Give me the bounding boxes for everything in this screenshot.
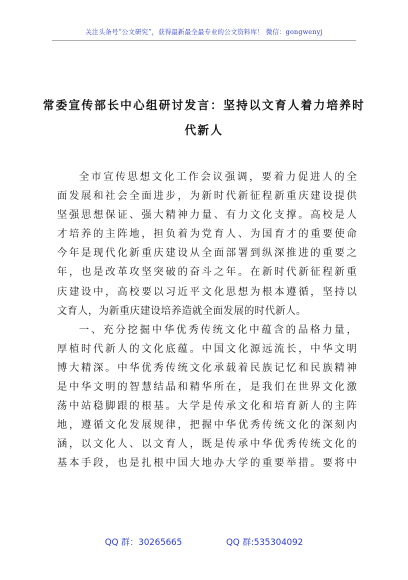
body-line: 面发展和社会全面进步，为新时代新征程新重庆建设提供 (57, 191, 357, 203)
contact-footer (0, 536, 408, 548)
body-line: 博大精深。中华优秀传统文化承载着民族记忆和民族精神 (57, 362, 357, 374)
body-line: 庆建设中，高校要以习近平文化思想为根本遵循，坚持以 (57, 286, 357, 298)
body-line: 涵，以文化人、以文育人，既是传承中华优秀传统文化的 (57, 439, 357, 451)
body-line: 是中华文明的智慧结晶和精华所在，是我们在世界文化激 (57, 382, 357, 394)
body-line: 全市宣传思想文化工作会议强调，要着力促进人的全 (79, 172, 357, 183)
body-line: 今年是现代化新重庆建设从全面部署到纵深推进的重要之 (57, 248, 357, 260)
qq-group-1: QQ 群：30265665 (104, 538, 183, 548)
body-line: 坚强思想保证、强大精神力量、有力文化支撑。高校是人 (57, 210, 357, 222)
body-line: 一、充分挖掘中华优秀传统文化中蕴含的品格力量， (79, 324, 357, 336)
body-line: 才培养的主阵地，担负着为党育人、为国育才的重要使命 (57, 229, 357, 241)
promo-banner: 关注头条号“公文研究”，获得最新最全最专业的公文资料库！ 微信：gongwenyj (85, 28, 323, 36)
body-line: 荡中站稳脚跟的根基。大学是传承文化和培育新人的主阵 (57, 401, 357, 413)
document-title-line-2: 代新人 (184, 123, 224, 137)
header-divider (52, 40, 356, 41)
document-title-line-1: 常委宣传部长中心组研讨发言：坚持以文育人着力培养时 (42, 98, 366, 112)
body-line: 厚植时代新人的文化底蕴。中国文化源远流长，中华文明 (57, 343, 357, 355)
body-line: 地，遵循文化发展规律，把握中华优秀传统文化的深刻内 (57, 420, 357, 432)
document-body (57, 168, 357, 474)
qq-group-2: QQ 群:535304092 (226, 538, 304, 548)
body-line: 年，也是改革攻坚突破的奋斗之年。在新时代新征程新重 (57, 267, 357, 279)
body-line: 基本手段，也是扎根中国大地办大学的重要举措。要将中 (57, 458, 357, 470)
body-line: 文育人，为新重庆建设培养造就全面发展的时代新人。 (57, 305, 307, 317)
